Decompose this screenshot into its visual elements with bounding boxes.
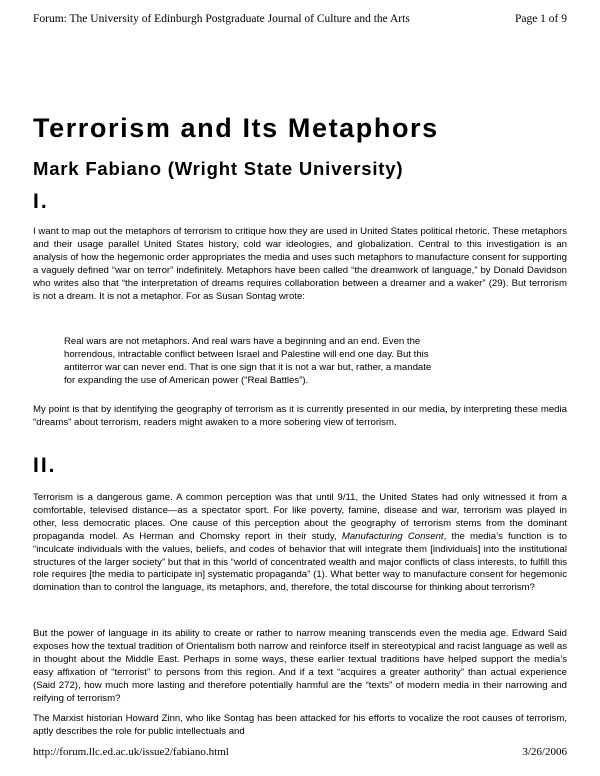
paragraph-3-text-b: , the media’s function is to “inculcate individuals with the values, beliefs, and codes of behavior that will integrate them [individuals] into the institutional structures of the larger society” but that in this “world of concentrated wealth and major conflicts of class interests, to fulfill this role requires [the media to participate in] systematic propaganda” (1). What better way to manufacture consent for hegemonic domination than to control the language, its metaphors, and, therefore, the total discourse for thinking about terrorism? xyxy=(33,530,567,594)
section-heading-2: II. xyxy=(33,454,57,477)
paragraph-3 xyxy=(33,492,567,595)
paragraph-1: I want to map out the metaphors of terrorism to critique how they are used in United States political rhetoric. These metaphors and their usage parallel United States history, cold war ideologies, and globalization. Central to this investigation is an analysis of how the hegemonic order appropriates the media and uses such metaphors to manufacture consent for supporting a vaguely defined “war on terror” indefinitely. Metaphors have been called “the dreamwork of language,” by Donald Davidson who writes also that “the interpretation of dreams requires collaboration between a dreamer and a waker” (29). But terrorism is not a dream. It is not a metaphor. For as Susan Sontag wrote: xyxy=(33,226,567,302)
book-title: Manufacturing Consent xyxy=(341,530,444,542)
paragraph-2: My point is that by identifying the geography of terrorism as it is currently presented in our media, by interpreting these media “dreams” about terrorism, readers might awaken to a more sobering view of terrorism. xyxy=(33,404,567,428)
page-url: http://forum.llc.ed.ac.uk/issue2/fabiano.html xyxy=(33,746,229,758)
article-title: Terrorism and Its Metaphors xyxy=(33,113,439,143)
page-header xyxy=(33,13,567,25)
journal-name: Forum: The University of Edinburgh Postgraduate Journal of Culture and the Arts xyxy=(33,13,410,25)
paragraph-5: The Marxist historian Howard Zinn, who like Sontag has been attacked for his efforts to vocalize the root causes of terrorism, aptly describes the role for public intellectuals and xyxy=(33,713,567,737)
page-footer xyxy=(33,746,567,758)
block-quote: Real wars are not metaphors. And real wars have a beginning and an end. Even the horrendous, intractable conflict between Israel and Palestine will end one day. But this antiterror war can never end. That is one sign that it is not a war but, rather, a mandate for expanding the use of American power (“Real Battles”). xyxy=(64,336,432,386)
print-date: 3/26/2006 xyxy=(522,746,567,758)
paragraph-4: But the power of language in its ability to create or rather to narrow meaning transcends even the media age. Edward Said exposes how the textual tradition of Orientalism both narrow and reinforce itself in stereotypical and racist language as well as in thought about the Middle East. Perhaps in some ways, these earlier textual traditions have helped support the media’s easy affixation of “terrorist” to persons from this region. And if a text “acquires a greater authority” than actual experience (Said 272), how much more lasting and therefore potentially harmful are the “texts” of modern media in their narrowing and reifying of terrorism? xyxy=(33,628,567,704)
paragraph-3-text-a: Terrorism is a dangerous game. A common perception was that until 9/11, the United States had only witnessed it from a comfortable, televised distance—as a spectator sport. For like poverty, famine, disease and war, terrorism was played in other, less democratic places. One cause of this perception about the geography of terrorism stems from the dominant propaganda model. As Herman and Chomsky report in their study, xyxy=(33,492,567,542)
page-number: Page 1 of 9 xyxy=(514,13,567,25)
section-heading-1: I. xyxy=(33,190,49,213)
article-author: Mark Fabiano (Wright State University) xyxy=(33,158,404,179)
